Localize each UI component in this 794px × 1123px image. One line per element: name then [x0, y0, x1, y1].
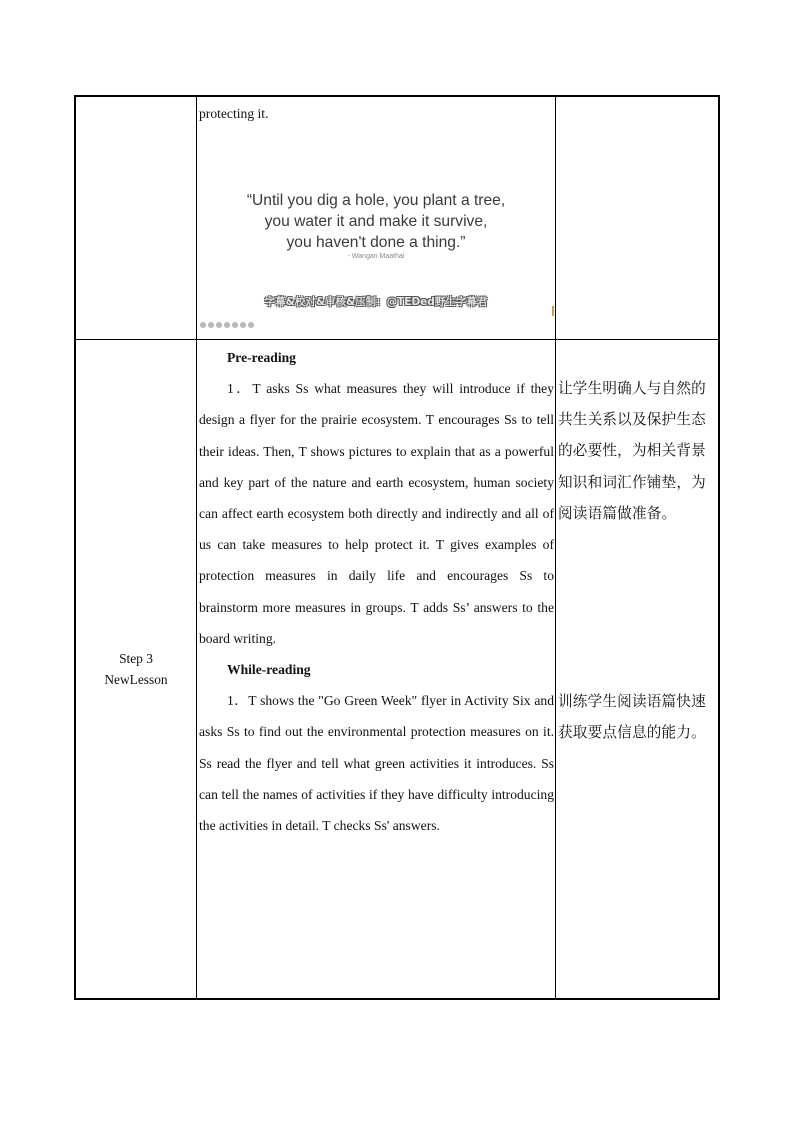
while-reading-paragraph: 1．T shows the "Go Green Week" flyer in Activity Six and asks Ss to find out the environmental protection measures on it. Ss read the flyer and tell what green activities it introduces. Ss can tell the names of activities if they have difficulty introducing the activities in detail. T checks Ss' answers. [199, 693, 554, 834]
edit-icon[interactable] [216, 322, 222, 328]
video-subtitle: 字幕&校对&审核&压制：@TEDed野生字幕君 [264, 296, 488, 308]
table-left-border [74, 95, 76, 1000]
while-reading-heading: While-reading [227, 662, 311, 678]
pre-reading-heading: Pre-reading [227, 350, 296, 365]
play-icon[interactable] [200, 322, 206, 328]
procedure-cell [199, 342, 554, 841]
video-quote [198, 190, 554, 253]
text-cursor [552, 306, 554, 316]
volume-icon[interactable] [208, 322, 214, 328]
quote-attribution: - Wangari Maathai [347, 253, 405, 260]
quote-line-1: “Until you dig a hole, you plant a tree, [246, 192, 506, 209]
purpose-pre-reading: 让学生明确人与自然的共生关系以及保护生态的必要性，为相关背景知识和词汇作铺垫，为阅读语篇做准备。 [558, 380, 706, 522]
more-icon[interactable] [248, 322, 254, 328]
row1-content-tail [199, 98, 553, 129]
column-divider-1 [196, 95, 197, 1000]
quote-line-2: you water it and make it survive, [264, 213, 488, 230]
pre-reading-paragraph: 1．T asks Ss what measures they will introduce if they design a flyer for the prairie ecosystem. T encourages Ss to tell their ideas. Then, T shows pictures to explain that as a powerful and key part of the nature and earth ecosystem, human society can affect earth ecosystem both directly and indirectly and all of us can take measures to help protect it. T gives examples of protection measures in daily life and encourages Ss to brainstorm more measures in groups. T adds Ss’ answers to the board writing. [199, 381, 554, 646]
column-divider-2 [555, 95, 556, 1000]
step-title: NewLesson [104, 672, 168, 687]
fullscreen-icon[interactable] [232, 322, 238, 328]
table-bottom-border [74, 998, 720, 1000]
video-frame[interactable] [198, 140, 554, 330]
video-controls[interactable] [200, 321, 254, 329]
step-number: Step 3 [119, 651, 153, 666]
table-top-border [74, 95, 720, 97]
settings-icon[interactable] [240, 322, 246, 328]
protecting-it-text: protecting it. [199, 106, 269, 121]
quote-line-3: you haven't done a thing.” [286, 234, 466, 251]
close-icon[interactable] [224, 322, 230, 328]
purpose-while-reading: 训练学生阅读语篇快速获取要点信息的能力。 [558, 693, 706, 742]
table-right-border [718, 95, 720, 1000]
row-divider [74, 339, 720, 340]
step-label [76, 648, 196, 690]
